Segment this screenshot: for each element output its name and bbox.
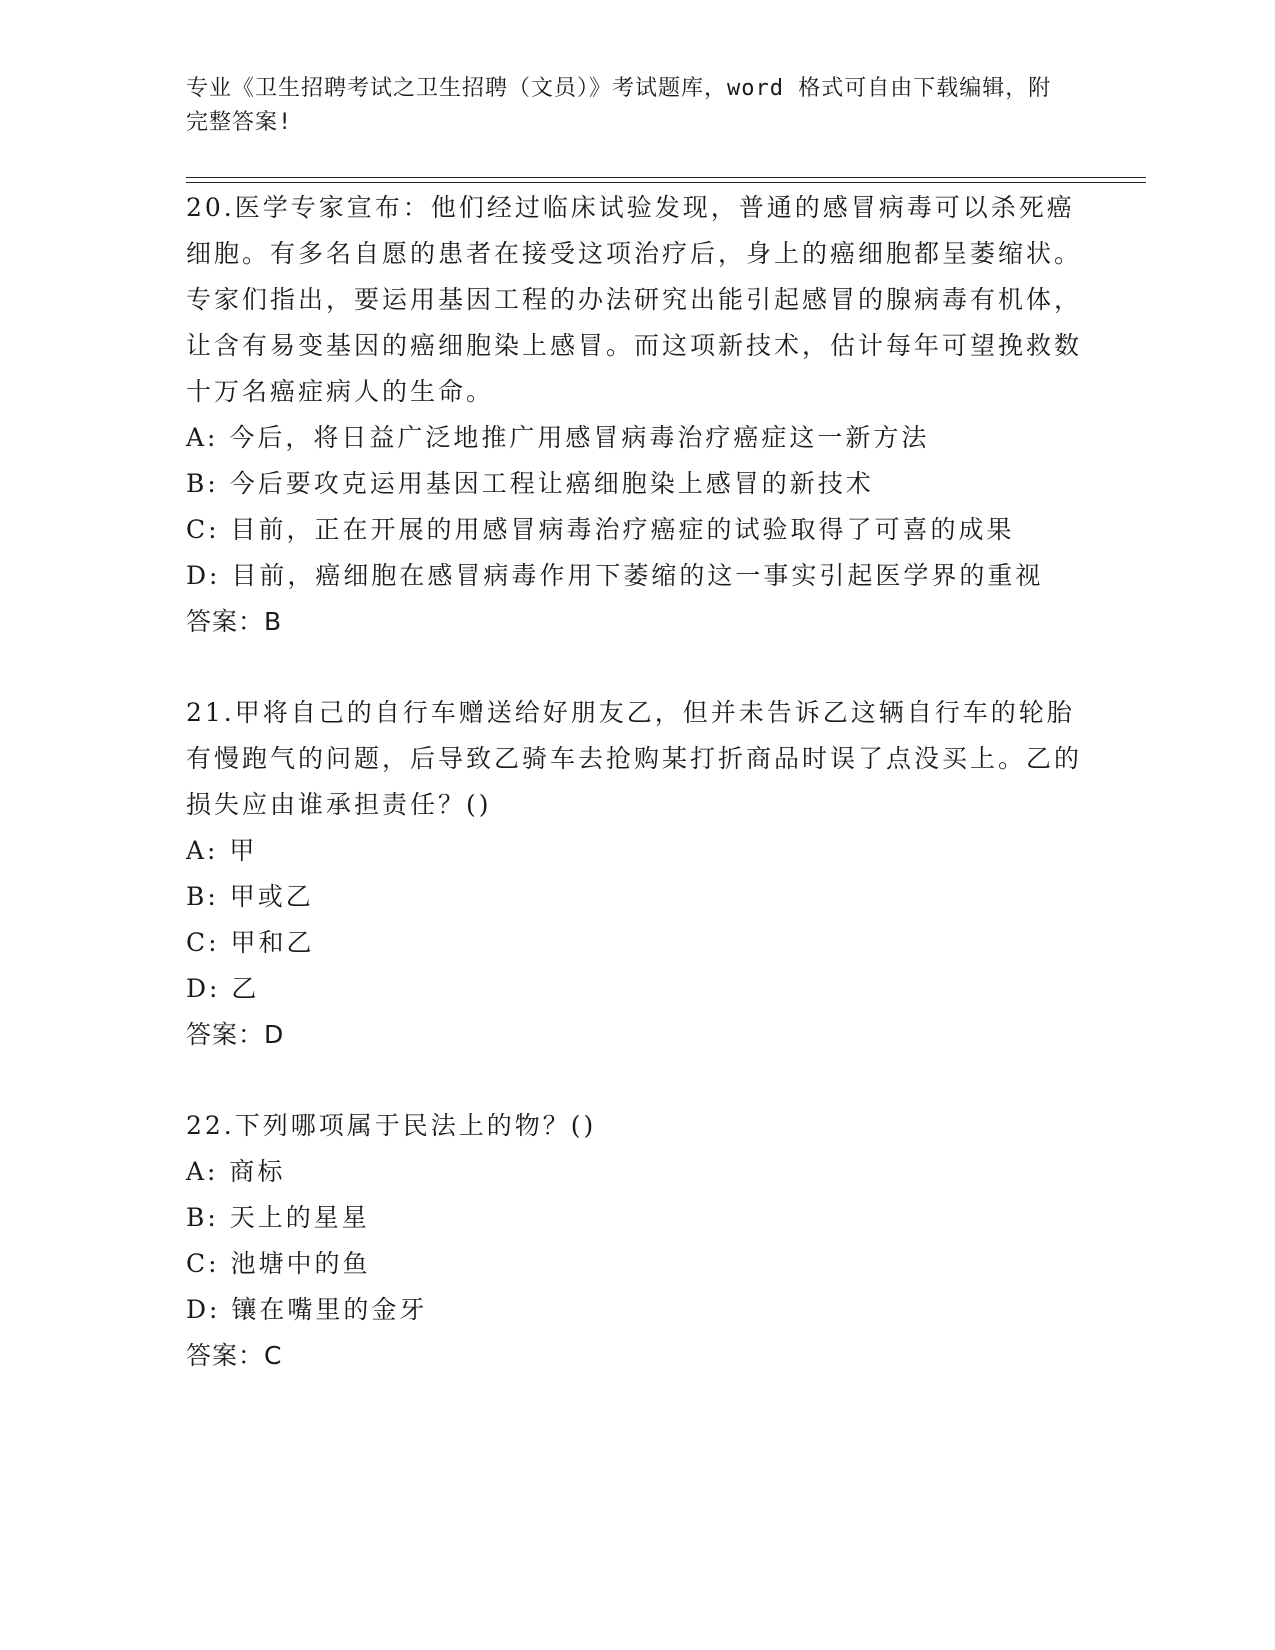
option-d: D: 乙 bbox=[186, 974, 260, 1003]
question-21 bbox=[186, 690, 1086, 1058]
answer-line: 答案：C bbox=[186, 1341, 283, 1370]
question-list bbox=[186, 185, 1086, 1424]
answer-line: 答案：D bbox=[186, 1020, 285, 1049]
question-20 bbox=[186, 185, 1086, 645]
option-c: C: 甲和乙 bbox=[186, 928, 315, 957]
option-b: B: 甲或乙 bbox=[186, 882, 314, 911]
option-a: A: 甲 bbox=[186, 836, 258, 865]
option-a: A: 今后，将日益广泛地推广用感冒病毒治疗癌症这一新方法 bbox=[186, 423, 930, 452]
option-a: A: 商标 bbox=[186, 1157, 286, 1186]
answer-line: 答案：B bbox=[186, 607, 283, 636]
option-d: D: 镶在嘴里的金牙 bbox=[186, 1295, 428, 1324]
option-d: D: 目前，癌细胞在感冒病毒作用下萎缩的这一事实引起医学界的重视 bbox=[186, 561, 1044, 590]
header-rule-top bbox=[186, 177, 1146, 178]
question-stem: 20.医学专家宣布：他们经过临床试验发现，普通的感冒病毒可以杀死癌细胞。有多名自愿的患者在接受这项治疗后，身上的癌细胞都呈萎缩状。专家们指出，要运用基因工程的办法研究出能引起感冒的腺病毒有机体，让含有易变基因的癌细胞染上感冒。而这项新技术，估计每年可望挽救数十万名癌症病人的生命。 bbox=[186, 193, 1083, 406]
question-stem: 22.下列哪项属于民法上的物？() bbox=[186, 1111, 597, 1140]
document-header: 专业《卫生招聘考试之卫生招聘（文员）》考试题库，word 格式可自由下载编辑，附完整答案! bbox=[186, 76, 1052, 135]
question-stem: 21.甲将自己的自行车赠送给好朋友乙，但并未告诉乙这辆自行车的轮胎有慢跑气的问题，后导致乙骑车去抢购某打折商品时误了点没买上。乙的损失应由谁承担责任？() bbox=[186, 698, 1083, 819]
option-b: B: 天上的星星 bbox=[186, 1203, 370, 1232]
option-c: C: 池塘中的鱼 bbox=[186, 1249, 371, 1278]
option-c: C: 目前，正在开展的用感冒病毒治疗癌症的试验取得了可喜的成果 bbox=[186, 515, 1015, 544]
header-rule-bottom bbox=[186, 182, 1146, 183]
question-22 bbox=[186, 1103, 1086, 1379]
option-b: B: 今后要攻克运用基因工程让癌细胞染上感冒的新技术 bbox=[186, 469, 874, 498]
